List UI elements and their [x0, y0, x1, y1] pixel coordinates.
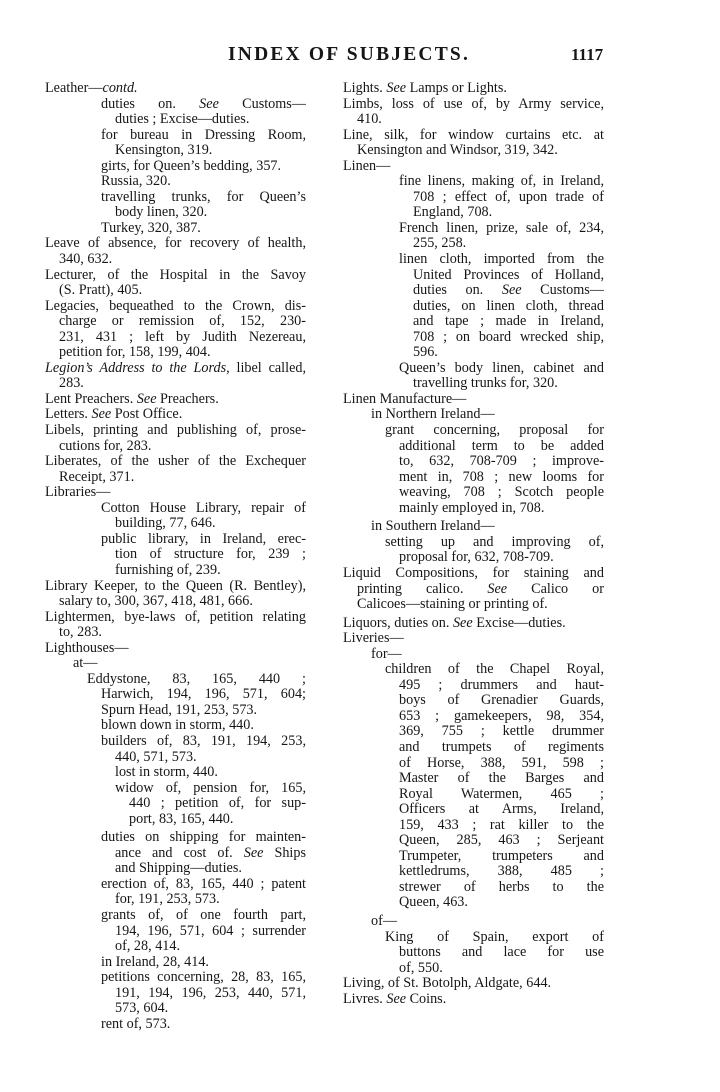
index-entry-line: Linen Manufacture— [343, 390, 467, 407]
index-entry-line: Liveries— [343, 630, 404, 647]
index-entry-line: grants of, of one fourth part, [101, 907, 306, 923]
index-entry-line: duties on shipping for mainten- [101, 830, 306, 846]
index-entry-line: 159, 433 ; rat killer to the [399, 817, 604, 833]
index-entry-line: Master of the Barges and [399, 771, 604, 787]
index-entry-line: King of Spain, export of [385, 929, 604, 945]
index-entry-line: strewer of herbs to the [399, 879, 604, 895]
index-entry-line: Lights. See Lamps or Lights. [343, 80, 507, 96]
index-entry-line: lost in storm, 440. [115, 764, 218, 781]
index-entry-line: 596. [413, 344, 438, 361]
index-entry-line: Line, silk, for window curtains etc. at [343, 127, 604, 143]
index-entry-line: Liquors, duties on. See Excise—duties. [343, 614, 566, 631]
index-entry-line: linen cloth, imported from the [399, 252, 604, 268]
page-header [0, 44, 720, 74]
index-entry-line: girts, for Queen’s bedding, 357. [101, 157, 282, 174]
index-entry-line: Queen, 285, 463 ; Serjeant [399, 833, 604, 849]
index-entry-line: Linen— [343, 157, 391, 174]
index-entry-line: ance and cost of. See Ships [115, 845, 306, 861]
index-entry-line: Liberates, of the usher of the Exchequer [45, 454, 306, 470]
index-entry-line: ment in, 708 ; new looms for [399, 469, 604, 485]
index-entry-line: Cotton House Library, repair of [101, 500, 306, 516]
index-entry-line: Calicoes—staining or printing of. [357, 596, 548, 613]
index-entry-line: widow of, pension for, 165, [115, 780, 306, 796]
index-entry-line: duties ; Excise—duties. [115, 111, 250, 128]
index-entry-line: of— [371, 912, 398, 929]
index-entry-line: Living, of St. Botolph, Aldgate, 644. [343, 975, 552, 992]
index-entry-line: 440, 571, 573. [115, 748, 197, 765]
index-entry-line: 194, 196, 571, 604 ; surrender [115, 923, 306, 939]
left-index-column [45, 81, 306, 1032]
index-entry-line: 708 ; on board wrecked ship, [413, 329, 604, 345]
index-entry-line: Libels, printing and publishing of, prose- [45, 423, 306, 439]
index-entry-line: erection of, 83, 165, 440 ; patent [101, 876, 306, 892]
index-entry-line: for bureau in Dressing Room, [101, 127, 306, 143]
right-index-column [343, 81, 604, 1007]
index-entry-line: children of the Chapel Royal, [385, 662, 604, 678]
index-entry-line: boys of Grenadier Guards, [399, 693, 604, 709]
index-entry-line: Officers at Arms, Ireland, [399, 802, 604, 818]
index-entry-line: Turkey, 320, 387. [101, 219, 201, 236]
index-entry-line: duties on. See Customs— [101, 96, 306, 112]
index-entry-line: additional term to be added [399, 438, 604, 454]
index-entry-line: weaving, 708 ; Scotch people [399, 485, 604, 501]
index-entry-line: mainly employed in, 708. [399, 499, 545, 516]
index-entry-line: salary to, 300, 367, 418, 481, 666. [59, 593, 253, 610]
index-entry-line: duties on. See Customs— [413, 283, 604, 299]
index-entry-line: port, 83, 165, 440. [129, 810, 234, 827]
page-number: 1117 [571, 45, 604, 64]
index-entry-line: petition for, 158, 199, 404. [59, 344, 211, 361]
index-entry-line: duties, on linen cloth, thread [413, 298, 604, 314]
index-entry-line: of Horse, 388, 591, 598 ; [399, 755, 604, 771]
index-entry-line: in Ireland, 28, 414. [101, 953, 209, 970]
index-entry-line: 255, 258. [413, 235, 467, 252]
index-entry-line: 369, 755 ; kettle drummer [399, 724, 604, 740]
index-entry-line: and tape ; made in Ireland, [413, 314, 604, 330]
index-entry-line: and trumpets of regiments [399, 739, 604, 755]
page-title: INDEX OF SUBJECTS. [228, 44, 471, 65]
index-entry-line: cutions for, 283. [59, 437, 152, 454]
index-entry-line: to, 283. [59, 624, 102, 641]
index-entry-line: Legacies, bequeathed to the Crown, dis- [45, 298, 306, 314]
index-entry-line: Receipt, 371. [59, 468, 135, 485]
index-entry-line: in Southern Ireland— [371, 518, 495, 535]
index-entry-line: (S. Pratt), 405. [59, 282, 143, 299]
index-entry-line: England, 708. [413, 204, 493, 221]
index-entry-line: Kensington, 319. [115, 142, 213, 159]
index-entry-line: charge or remission of, 152, 230- [59, 314, 306, 330]
index-entry-line: United Provinces of Holland, [413, 267, 604, 283]
index-entry-line: Limbs, loss of use of, by Army service, [343, 96, 604, 112]
index-entry-line: Liquid Compositions, for staining and [343, 565, 604, 581]
index-entry-line: kettledrums, 388, 485 ; [399, 864, 604, 880]
index-entry-line: travelling trunks, for Queen’s [101, 189, 306, 205]
index-entry-line: public library, in Ireland, erec- [101, 531, 306, 547]
index-entry-line: French linen, prize, sale of, 234, [399, 220, 604, 236]
index-entry-line: building, 77, 646. [115, 515, 216, 532]
index-entry-line: 191, 194, 196, 253, 440, 571, [115, 985, 306, 1001]
index-entry-line: builders of, 83, 191, 194, 253, [101, 733, 306, 749]
index-entry-line: 653 ; gamekeepers, 98, 354, [399, 708, 604, 724]
index-entry-line: tion of structure for, 239 ; [115, 547, 306, 563]
index-entry-line: body linen, 320. [115, 204, 208, 221]
index-entry-line: Livres. See Coins. [343, 990, 447, 1007]
index-entry-line: for— [371, 645, 402, 662]
index-entry-line: Kensington and Windsor, 319, 342. [357, 142, 558, 159]
index-entry-line: setting up and improving of, [385, 534, 604, 550]
index-entry-line: proposal for, 632, 708-709. [399, 549, 554, 566]
index-entry-line: Lighthouses— [45, 639, 129, 656]
index-entry-line: of, 28, 414. [115, 938, 181, 955]
index-entry-line: at— [73, 655, 98, 672]
index-entry-line: Leather—contd. [45, 80, 138, 96]
index-entry-line: Lecturer, of the Hospital in the Savoy [45, 267, 306, 283]
index-entry-line: fine linens, making of, in Ireland, [399, 174, 604, 190]
index-entry-line: Letters. See Post Office. [45, 406, 183, 423]
index-entry-line: of, 550. [399, 959, 443, 976]
index-entry-line: to, 632, 708-709 ; improve- [399, 454, 604, 470]
index-entry-line: 231, 431 ; left by Judith Nezereau, [59, 329, 306, 345]
index-entry-line: Russia, 320. [101, 173, 171, 190]
index-entry-line: Leave of absence, for recovery of health, [45, 236, 306, 252]
index-entry-line: Libraries— [45, 484, 111, 501]
index-entry-line: 340, 632. [59, 251, 113, 268]
index-entry-line: grant concerning, proposal for [385, 423, 604, 439]
index-entry-line: Lent Preachers. See Preachers. [45, 390, 219, 407]
index-entry-line: 410. [357, 111, 382, 128]
index-entry-line: Eddystone, 83, 165, 440 ; [87, 671, 306, 687]
index-entry-line: 708 ; effect of, upon trade of [413, 189, 604, 205]
index-entry-line: Queen, 463. [399, 894, 468, 911]
index-entry-line: Spurn Head, 191, 253, 573. [101, 701, 258, 718]
index-entry-line: Royal Watermen, 465 ; [399, 786, 604, 802]
index-entry-line: Lightermen, bye-laws of, petition relating [45, 609, 306, 625]
index-entry-line: buttons and lace for use [399, 945, 604, 961]
index-entry-line: 573, 604. [115, 1000, 169, 1017]
index-entry-line: Trumpeter, trumpeters and [399, 848, 604, 864]
index-entry-line: Library Keeper, to the Queen (R. Bentley), [45, 578, 306, 594]
index-entry-line: for, 191, 253, 573. [115, 891, 220, 908]
index-entry-line: travelling trunks for, 320. [413, 375, 558, 392]
index-entry-line: Legion’s Address to the Lords, libel called, [45, 360, 306, 376]
index-entry-line: and Shipping—duties. [115, 860, 242, 877]
index-entry-line: petitions concerning, 28, 83, 165, [101, 970, 306, 986]
index-entry-line: 440 ; petition of, for sup- [129, 796, 306, 812]
index-entry-line: Queen’s body linen, cabinet and [399, 360, 604, 376]
index-entry-line: printing calico. See Calico or [357, 581, 604, 597]
index-entry-line: 283. [59, 375, 84, 392]
index-entry-line: blown down in storm, 440. [101, 717, 254, 734]
index-entry-line: in Northern Ireland— [371, 406, 495, 423]
index-entry-line: furnishing of, 239. [115, 561, 221, 578]
index-entry-line: Harwich, 194, 196, 571, 604; [101, 687, 306, 703]
index-entry-line: 495 ; drummers and haut- [399, 677, 604, 693]
index-entry-line: rent of, 573. [101, 1015, 171, 1032]
